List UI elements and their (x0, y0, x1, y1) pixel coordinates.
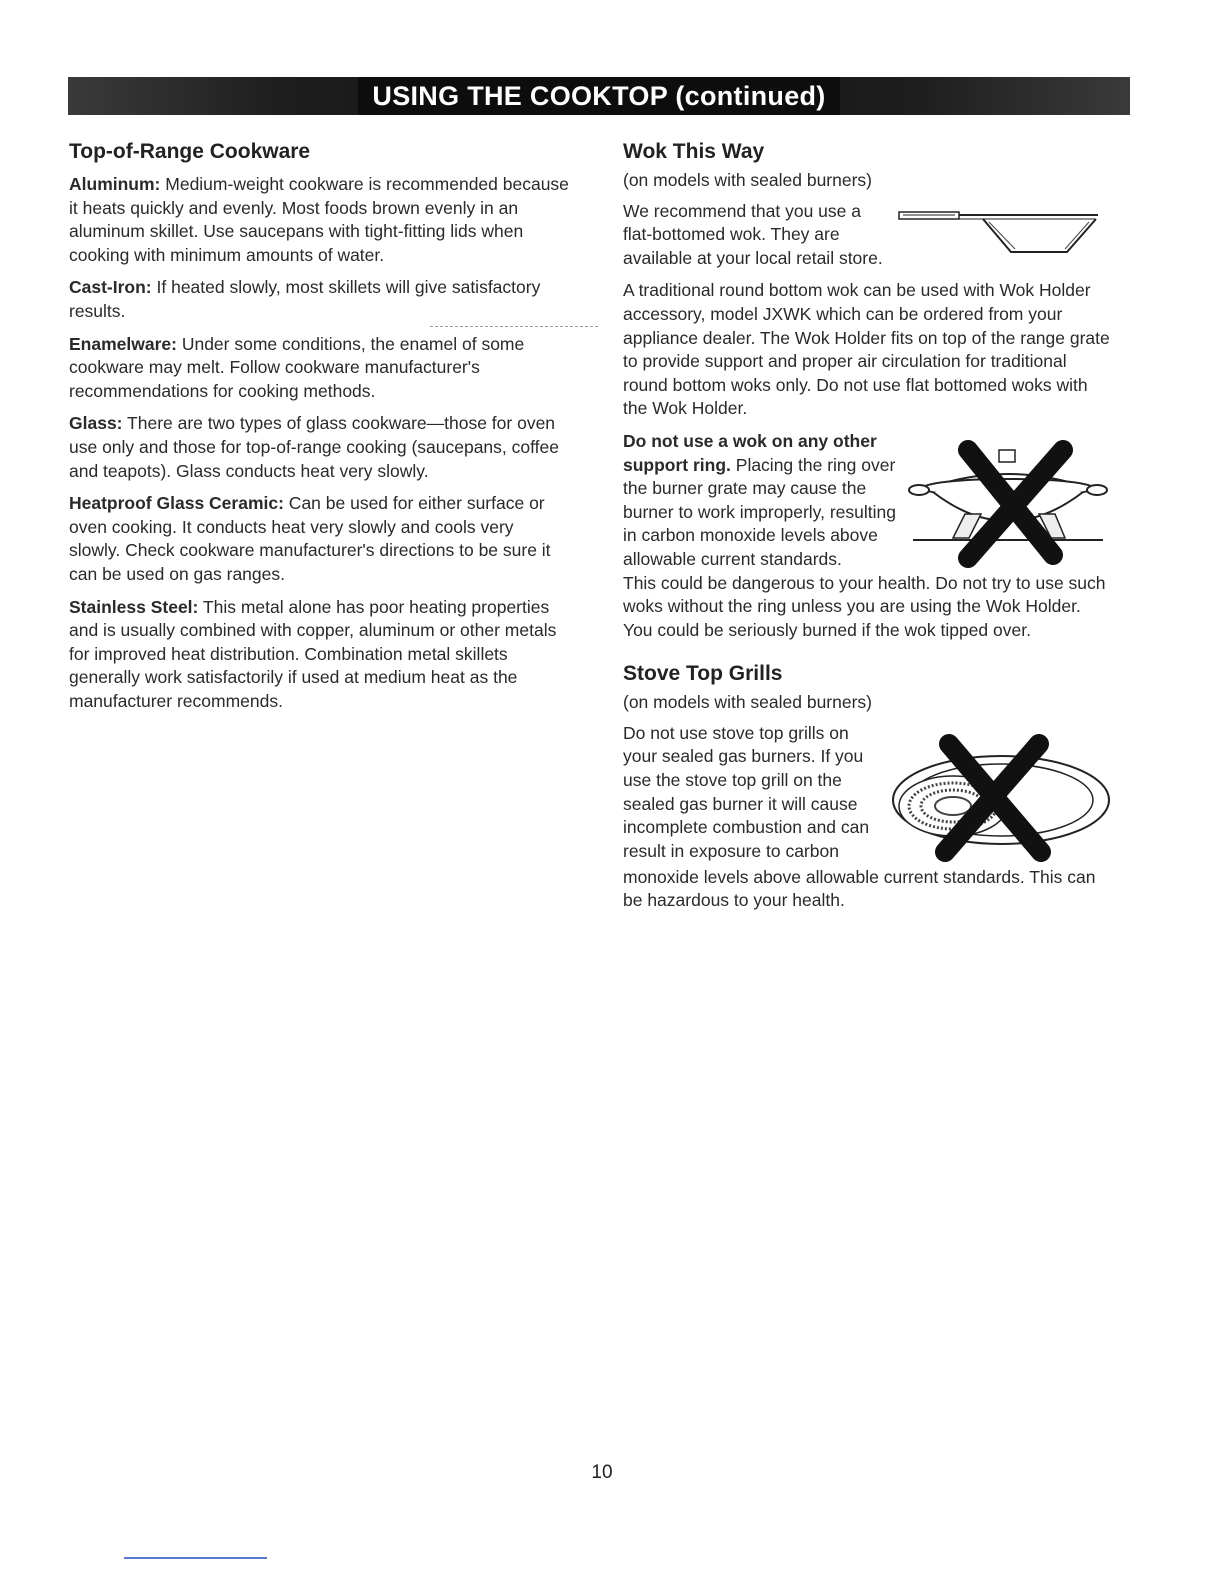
support-ring-warning (623, 430, 903, 572)
grills-heading: Stove Top Grills (623, 662, 783, 686)
cookware-heading: Top-of-Range Cookware (69, 140, 311, 163)
stove-grill-no-illustration (883, 726, 1113, 866)
cast-iron-label: Cast-Iron: (69, 277, 152, 298)
grills-warning-paragraph: Do not use stove top grills on your sealed gas burners. If you use the stove top grill on the sealed gas burner it will cause incomplete combustion and can result in exposure to carbon (623, 722, 870, 861)
glass-ceramic-text: Can be used for either surface or oven cooking. It conducts heat very slowly and cools very slowly. Check cookware manufacturer's directions to be sure it can be used on gas ranges. (69, 493, 551, 584)
enamelware-label: Enamelware: (69, 333, 177, 354)
glass-ceramic-label: Heatproof Glass Ceramic: (69, 493, 284, 514)
grills-health-paragraph: monoxide levels above allowable current standards. This can be hazardous to your health. (623, 866, 1096, 911)
wok-recommend-paragraph: We recommend that you use a flat-bottomed wok. They are available at your local retail store. (623, 200, 883, 268)
banner-title: USING THE COOKTOP (continued) (358, 77, 839, 115)
stainless-text: This metal alone has poor heating properties and is usually combined with copper, aluminum or other metals for improved heat distribution. Combination metal skillets generally work satisfactorily if used at medium heat as the manufacturer recommends. (69, 596, 557, 711)
aluminum-text: Medium-weight cookware is recommended because it heats quickly and evenly. Most foods brown evenly in an aluminum skillet. Use saucepans with tight-fitting lids when cooking with minimum amounts of water. (69, 174, 569, 265)
enamelware-text: Under some conditions, the enamel of some cookware may melt. Follow cookware manufacturer's recommendations for cooking methods. (69, 333, 525, 401)
footer-line (124, 1557, 267, 1559)
support-ring-row (623, 430, 1113, 572)
aluminum-paragraph (69, 173, 569, 267)
stainless-paragraph (69, 596, 569, 714)
glass-ceramic-paragraph (69, 492, 569, 586)
right-column (623, 140, 1113, 922)
wok-subtitle: (on models with sealed burners) (623, 170, 873, 190)
grills-subtitle: (on models with sealed burners) (623, 692, 873, 713)
stainless-label: Stainless Steel: (69, 596, 199, 617)
round-wok-no-illustration (903, 430, 1113, 570)
enamelware-paragraph (69, 333, 569, 404)
aluminum-label: Aluminum: (69, 174, 161, 194)
glass-text: There are two types of glass cookware—those for oven use only and those for top-of-range cooking (saucepans, coffee and teapots). Glass conducts heat very slowly. (69, 413, 559, 481)
glass-paragraph (69, 412, 569, 483)
glass-label: Glass: (69, 413, 123, 434)
left-column (69, 140, 569, 722)
grills-row (623, 722, 1113, 866)
page-number: 10 (591, 1462, 613, 1483)
section-banner (68, 77, 1130, 115)
support-ring-label: Do not use a wok on any other support ring. (623, 430, 877, 475)
dashed-divider (430, 326, 598, 327)
wok-heading: Wok This Way (623, 140, 765, 163)
support-ring-text: Placing the ring over the burner grate may cause the burner to work improperly, resulting in carbon monoxide levels above allowable current standards. (623, 454, 896, 569)
wok-holder-paragraph: A traditional round bottom wok can be used with Wok Holder accessory, model JXWK which can be ordered from your appliance dealer. The Wok Holder fits on top of the range grate to provide support and proper air circulation for traditional round bottom woks only. Do not use flat bottomed woks with the Wok Holder. (623, 280, 1110, 419)
wok-danger-paragraph: This could be dangerous to your health. Do not try to use such woks without the ring unless you are using the Wok Holder. You could be seriously burned if the wok tipped over. (623, 572, 1106, 640)
cast-iron-text: If heated slowly, most skillets will give satisfactory results. (69, 277, 541, 321)
cast-iron-paragraph (69, 276, 569, 323)
flat-bottom-wok-illustration (893, 204, 1108, 266)
flat-wok-row (623, 200, 1113, 280)
